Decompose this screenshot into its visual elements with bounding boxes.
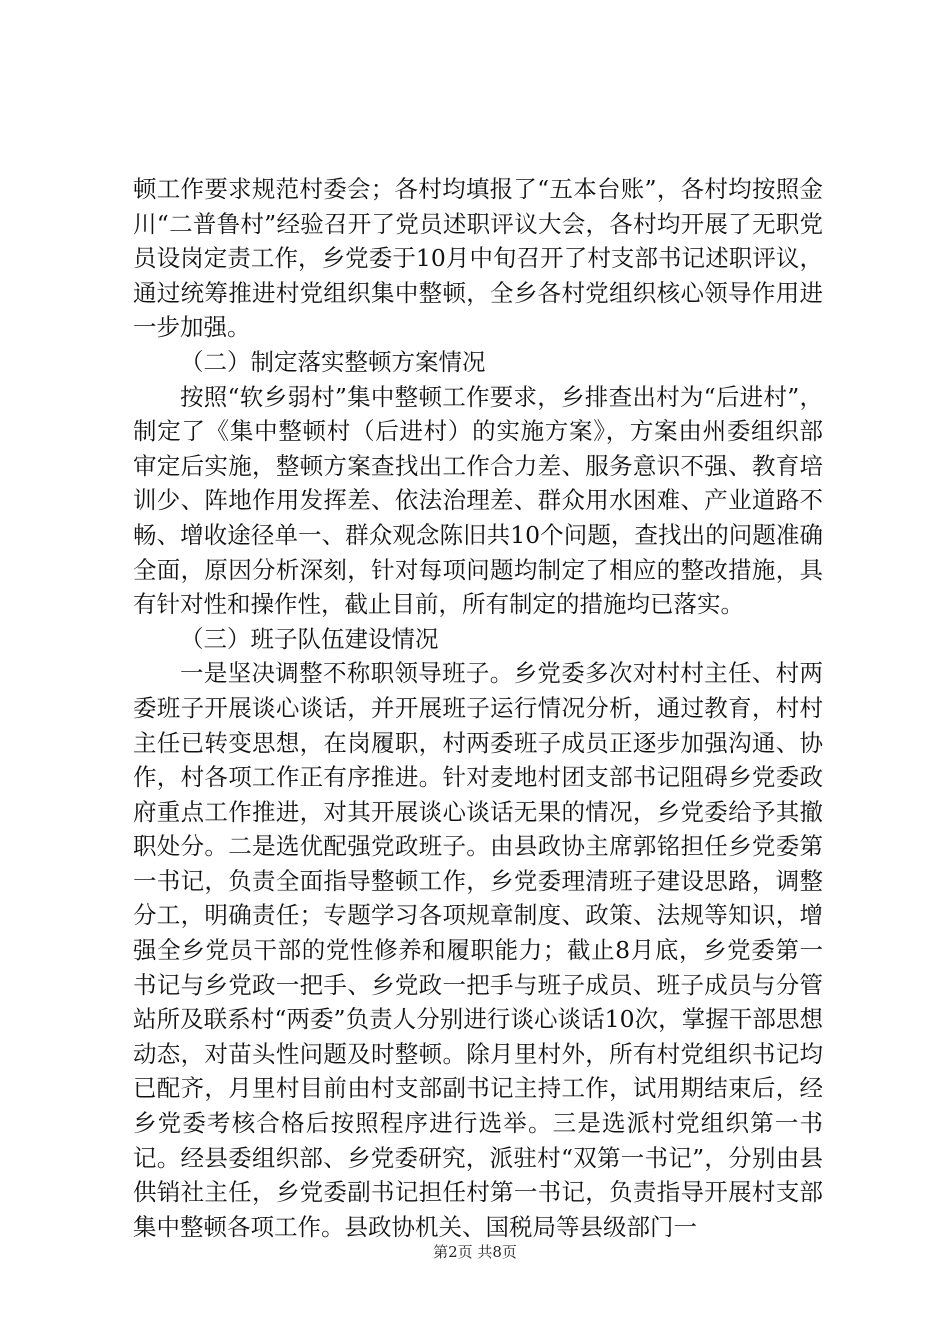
paragraph-section-2: 按照“软乡弱村”集中整顿工作要求，乡排查出村为“后进村”，制定了《集中整顿村（后进村）的实施方案》，方案由州委组织部审定后实施，整顿方案查找出工作合力差、服务意识不强、教育培训少、阵地作用发挥差、依法治理差、群众用水困难、产业道路不畅、增收途径单一、群众观念陈旧共10个问题，查找出的问题准确全面，原因分析深刻，针对每项问题均制定了相应的整改措施，具有针对性和操作性，截止目前，所有制定的措施均已落实。 bbox=[133, 382, 823, 619]
section-heading-2: （二）制定落实整顿方案情况 bbox=[180, 347, 486, 376]
paragraph-section-3: 一是坚决调整不称职领导班子。乡党委多次对村村主任、村两委班子开展谈心谈话，并开展班子运行情况分析，通过教育，村村主任已转变思想，在岗履职，村两委班子成员正逐步加强沟通、协作，村各项工作正有序推进。针对麦地村团支部书记阻碍乡党委政府重点工作推进，对其开展谈心谈话无果的情况，乡党委给予其撤职处分。二是选优配强党政班子。由县政协主席郭铭担任乡党委第一书记，负责全面指导整顿工作，乡党委理清班子建设思路，调整分工，明确责任；专题学习各项规章制度、政策、法规等知识，增强全乡党员干部的党性修养和履职能力；截止8月底，乡党委第一书记与乡党政一把手、乡党政一把手与班子成员、班子成员与分管站所及联系村“两委”负责人分别进行谈心谈话10次，掌握干部思想动态，对苗头性问题及时整顿。除月里村外，所有村党组织书记均已配齐，月里村目前由村支部副书记主持工作，试用期结束后，经乡党委考核合格后按照程序进行选举。三是选派村党组织第一书记。经县委组织部、乡党委研究，派驻村“双第一书记”，分别由县供销社主任，乡党委副书记担任村第一书记，负责指导开展村支部集中整顿各项工作。县政协机关、国税局等县级部门一 bbox=[133, 659, 823, 1241]
page-number-footer: 第2页 共8页 bbox=[433, 1243, 517, 1261]
section-heading-3: （三）班子队伍建设情况 bbox=[180, 624, 439, 653]
document-body bbox=[133, 172, 823, 1244]
paragraph-continued: 顿工作要求规范村委会；各村均填报了“五本台账”，各村均按照金川“二普鲁村”经验召开了党员述职评议大会，各村均开展了无职党员设岗定责工作，乡党委于10月中旬召开了村支部书记述职评议，通过统筹推进村党组织集中整顿，全乡各村党组织核心领导作用进一步加强。 bbox=[133, 175, 823, 342]
